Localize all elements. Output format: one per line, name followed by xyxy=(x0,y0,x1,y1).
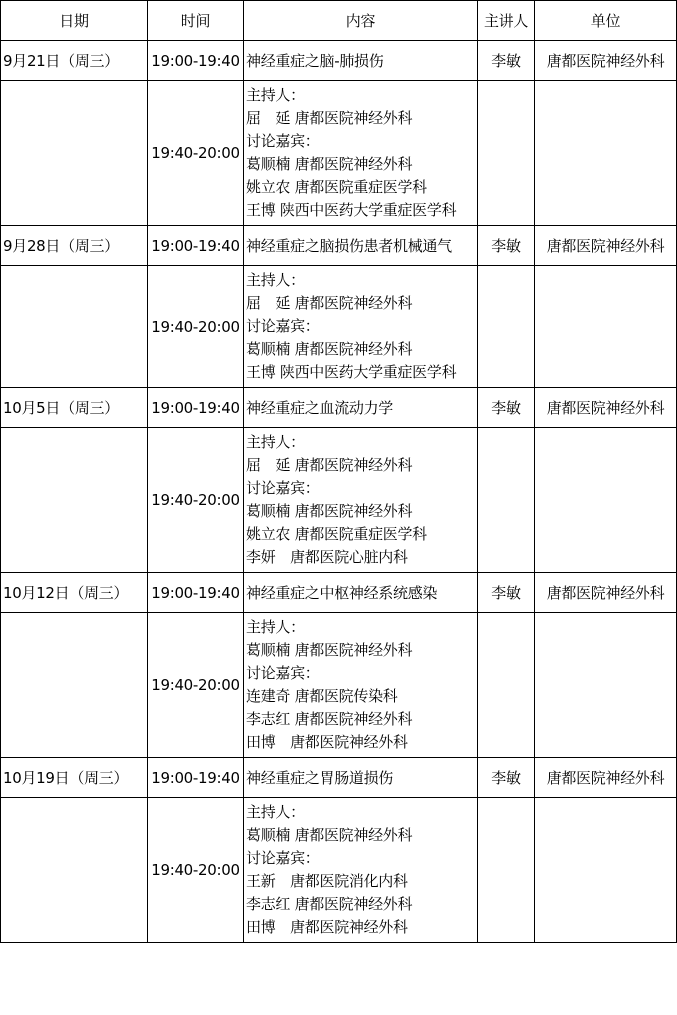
lecture-row xyxy=(1,573,677,613)
lecture-topic-cell: 神经重症之胃肠道损伤 xyxy=(244,758,478,798)
speaker-cell: 李敏 xyxy=(478,573,535,613)
discussion-panel-cell xyxy=(244,81,478,226)
discussion-panel-cell xyxy=(244,613,478,758)
panel-line: 主持人： xyxy=(246,433,305,451)
discussion-row xyxy=(1,613,677,758)
header-date: 日期 xyxy=(1,1,148,41)
discussion-panel-cell xyxy=(244,428,478,573)
lecture-time-cell: 19:00-19:40 xyxy=(148,758,244,798)
panel-line: 王博 陕西中医药大学重症医学科 xyxy=(246,201,457,219)
empty-date-cell xyxy=(1,266,148,388)
panel-line: 葛顺楠 唐都医院神经外科 xyxy=(246,155,413,173)
discussion-time-cell: 19:40-20:00 xyxy=(148,81,244,226)
empty-speaker-cell xyxy=(478,266,535,388)
panel-line: 姚立农 唐都医院重症医学科 xyxy=(246,525,427,543)
date-cell: 9月28日（周三） xyxy=(1,226,148,266)
panel-line: 王博 陕西中医药大学重症医学科 xyxy=(246,363,457,381)
empty-unit-cell xyxy=(535,81,677,226)
speaker-cell: 李敏 xyxy=(478,41,535,81)
panel-line: 李志红 唐都医院神经外科 xyxy=(246,710,413,728)
panel-line: 李妍 唐都医院心脏内科 xyxy=(246,548,408,566)
header-time: 时间 xyxy=(148,1,244,41)
panel-line: 王新 唐都医院消化内科 xyxy=(246,872,408,890)
panel-line: 主持人： xyxy=(246,86,305,104)
lecture-row xyxy=(1,41,677,81)
unit-cell: 唐都医院神经外科 xyxy=(535,226,677,266)
header-content: 内容 xyxy=(244,1,478,41)
discussion-panel-cell xyxy=(244,798,478,943)
panel-line: 连建奇 唐都医院传染科 xyxy=(246,687,398,705)
empty-speaker-cell xyxy=(478,428,535,573)
header-unit: 单位 xyxy=(535,1,677,41)
speaker-cell: 李敏 xyxy=(478,758,535,798)
unit-cell: 唐都医院神经外科 xyxy=(535,573,677,613)
empty-unit-cell xyxy=(535,798,677,943)
lecture-time-cell: 19:00-19:40 xyxy=(148,41,244,81)
empty-unit-cell xyxy=(535,613,677,758)
discussion-row xyxy=(1,266,677,388)
panel-line: 葛顺楠 唐都医院神经外科 xyxy=(246,340,413,358)
panel-line: 讨论嘉宾： xyxy=(246,849,320,867)
discussion-row xyxy=(1,81,677,226)
unit-cell: 唐都医院神经外科 xyxy=(535,758,677,798)
panel-line: 讨论嘉宾： xyxy=(246,132,320,150)
discussion-time-cell: 19:40-20:00 xyxy=(148,428,244,573)
date-cell: 10月19日（周三） xyxy=(1,758,148,798)
panel-line: 讨论嘉宾： xyxy=(246,479,320,497)
discussion-time-cell: 19:40-20:00 xyxy=(148,798,244,943)
lecture-row xyxy=(1,388,677,428)
lecture-topic-cell: 神经重症之中枢神经系统感染 xyxy=(244,573,478,613)
empty-unit-cell xyxy=(535,266,677,388)
discussion-row xyxy=(1,428,677,573)
lecture-topic-cell: 神经重症之血流动力学 xyxy=(244,388,478,428)
panel-line: 姚立农 唐都医院重症医学科 xyxy=(246,178,427,196)
panel-line: 屈 延 唐都医院神经外科 xyxy=(246,456,413,474)
panel-line: 主持人： xyxy=(246,271,305,289)
lecture-row xyxy=(1,226,677,266)
lecture-time-cell: 19:00-19:40 xyxy=(148,388,244,428)
empty-date-cell xyxy=(1,428,148,573)
discussion-time-cell: 19:40-20:00 xyxy=(148,266,244,388)
panel-line: 讨论嘉宾： xyxy=(246,664,320,682)
date-cell: 10月5日（周三） xyxy=(1,388,148,428)
panel-line: 葛顺楠 唐都医院神经外科 xyxy=(246,502,413,520)
discussion-time-cell: 19:40-20:00 xyxy=(148,613,244,758)
speaker-cell: 李敏 xyxy=(478,388,535,428)
empty-date-cell xyxy=(1,81,148,226)
unit-cell: 唐都医院神经外科 xyxy=(535,388,677,428)
empty-date-cell xyxy=(1,613,148,758)
date-cell: 10月12日（周三） xyxy=(1,573,148,613)
discussion-panel-cell xyxy=(244,266,478,388)
lecture-time-cell: 19:00-19:40 xyxy=(148,573,244,613)
panel-line: 田博 唐都医院神经外科 xyxy=(246,733,408,751)
panel-line: 李志红 唐都医院神经外科 xyxy=(246,895,413,913)
empty-speaker-cell xyxy=(478,613,535,758)
header-row xyxy=(1,1,677,41)
unit-cell: 唐都医院神经外科 xyxy=(535,41,677,81)
panel-line: 屈 延 唐都医院神经外科 xyxy=(246,294,413,312)
empty-speaker-cell xyxy=(478,81,535,226)
panel-line: 主持人： xyxy=(246,618,305,636)
panel-line: 田博 唐都医院神经外科 xyxy=(246,918,408,936)
speaker-cell: 李敏 xyxy=(478,226,535,266)
date-cell: 9月21日（周三） xyxy=(1,41,148,81)
empty-unit-cell xyxy=(535,428,677,573)
lecture-row xyxy=(1,758,677,798)
empty-speaker-cell xyxy=(478,798,535,943)
header-speaker: 主讲人 xyxy=(478,1,535,41)
panel-line: 葛顺楠 唐都医院神经外科 xyxy=(246,826,413,844)
panel-line: 葛顺楠 唐都医院神经外科 xyxy=(246,641,413,659)
lecture-topic-cell: 神经重症之脑损伤患者机械通气 xyxy=(244,226,478,266)
panel-line: 讨论嘉宾： xyxy=(246,317,320,335)
discussion-row xyxy=(1,798,677,943)
empty-date-cell xyxy=(1,798,148,943)
lecture-time-cell: 19:00-19:40 xyxy=(148,226,244,266)
lecture-topic-cell: 神经重症之脑-肺损伤 xyxy=(244,41,478,81)
panel-line: 屈 延 唐都医院神经外科 xyxy=(246,109,413,127)
panel-line: 主持人： xyxy=(246,803,305,821)
